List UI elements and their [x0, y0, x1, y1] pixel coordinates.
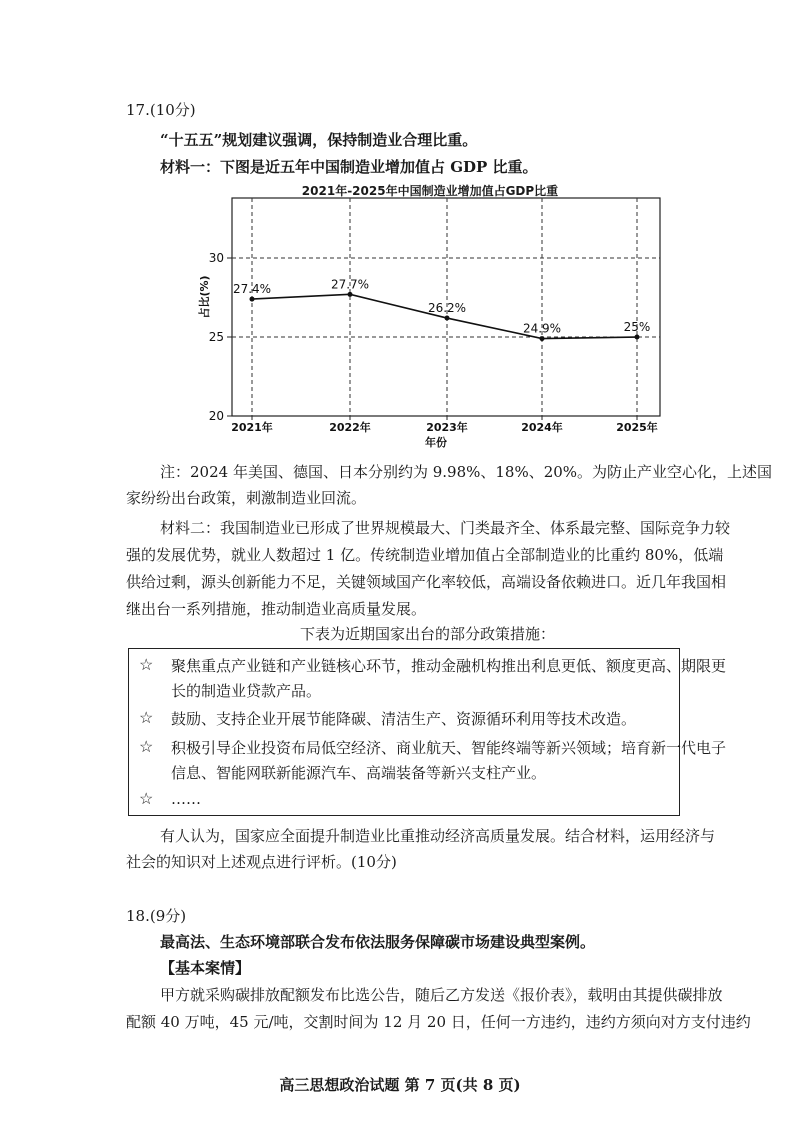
- y-tick-label: 20: [208, 409, 224, 423]
- x-tick-label: 2025年: [616, 421, 658, 434]
- policy-table: [128, 648, 727, 816]
- q18-intro: 最高法、生态环境部联合发布依法服务保障碳市场建设典型案例。: [160, 933, 596, 951]
- question-line-1: 有人认为，国家应全面提升制造业比重推动经济高质量发展。结合材料，运用经济与: [160, 827, 716, 845]
- data-point: [348, 292, 353, 297]
- material2-line-3: 供给过剩，源头创新能力不足，关键领域国产化率较低，高端设备依赖进口。近几年我国相: [126, 573, 727, 591]
- x-tick-label: 2022年: [329, 421, 371, 434]
- star-icon: ☆: [139, 737, 154, 756]
- data-point: [250, 297, 255, 302]
- policy-3-line-1: 积极引导企业投资布局低空经济、商业航天、智能终端等新兴领域；培育新一代电子: [171, 739, 727, 757]
- chart-svg: [190, 182, 670, 452]
- y-tick-label: 25: [208, 330, 224, 344]
- q17-intro: “十五五”规划建议强调，保持制造业合理比重。: [160, 131, 478, 149]
- note-line-1: 注：2024 年美国、德国、日本分别约为 9.98%、18%、20%。为防止产业空心化，上述国: [160, 463, 773, 481]
- material1-label: 材料一：: [160, 158, 221, 176]
- policy-1-line-1: 聚焦重点产业链和产业链核心环节，推动金融机构推出利息更低、额度更高、期限更: [171, 657, 727, 675]
- x-tick-label: 2021年: [231, 421, 273, 434]
- x-tick-label: 2024年: [521, 421, 563, 434]
- question-line-2: 社会的知识对上述观点进行评析。(10分): [126, 853, 397, 871]
- material1-text: 下图是近五年中国制造业增加值占 GDP 比重。: [220, 158, 538, 176]
- x-tick-label: 2023年: [426, 421, 468, 434]
- star-icon: ☆: [139, 708, 154, 727]
- material1-heading: [160, 157, 538, 177]
- data-point: [635, 335, 640, 340]
- note-line-2: 家纷纷出台政策，刺激制造业回流。: [126, 489, 367, 507]
- gdp-share-chart: [190, 182, 670, 452]
- star-icon: ☆: [139, 655, 154, 674]
- q17-number: 17.(10分): [126, 101, 196, 119]
- data-label: 27.7%: [330, 277, 370, 292]
- material2-line-4: 继出台一系列措施，推动制造业高质量发展。: [126, 600, 427, 618]
- data-label: 26.2%: [427, 301, 467, 316]
- q18-number: 18.(9分): [126, 907, 187, 925]
- policy-2-line-1: 鼓励、支持企业开展节能降碳、清洁生产、资源循环利用等技术改造。: [171, 710, 637, 728]
- case-heading: 【基本案情】: [160, 959, 251, 977]
- y-tick-label: 30: [208, 251, 224, 265]
- y-axis-label: 占比(%): [198, 275, 211, 319]
- data-label: 27.4%: [232, 282, 272, 297]
- material2-line-2: 强的发展优势，就业人数超过 1 亿。传统制造业增加值占全部制造业的比重约 80%，低端: [126, 546, 724, 564]
- chart-title: 2021年-2025年中国制造业增加值占GDP比重: [301, 184, 559, 198]
- table-caption: 下表为近期国家出台的部分政策措施：: [300, 625, 556, 643]
- material2-line-1: 材料二：我国制造业已形成了世界规模最大、门类最齐全、体系最完整、国际竞争力较: [160, 519, 731, 537]
- data-point: [540, 336, 545, 341]
- policy-3-line-2: 信息、智能网联新能源汽车、高端装备等新兴支柱产业。: [171, 764, 547, 782]
- data-point: [445, 316, 450, 321]
- policy-4-line-1: ……: [171, 790, 201, 808]
- data-label: 25%: [623, 320, 651, 334]
- star-icon: ☆: [139, 789, 154, 808]
- page-footer: 高三思想政治试题 第 7 页(共 8 页): [279, 1076, 521, 1094]
- case-line-1: 甲方就采购碳排放配额发布比选公告，随后乙方发送《报价表》，载明由其提供碳排放: [160, 986, 723, 1004]
- x-axis-label: 年份: [425, 436, 447, 449]
- data-label: 24.9%: [522, 321, 562, 336]
- case-line-2: 配额 40 万吨，45 元/吨，交割时间为 12 月 20 日，任何一方违约，违约方须向对方支付违约: [126, 1013, 751, 1031]
- policy-1-line-2: 长的制造业贷款产品。: [171, 682, 322, 700]
